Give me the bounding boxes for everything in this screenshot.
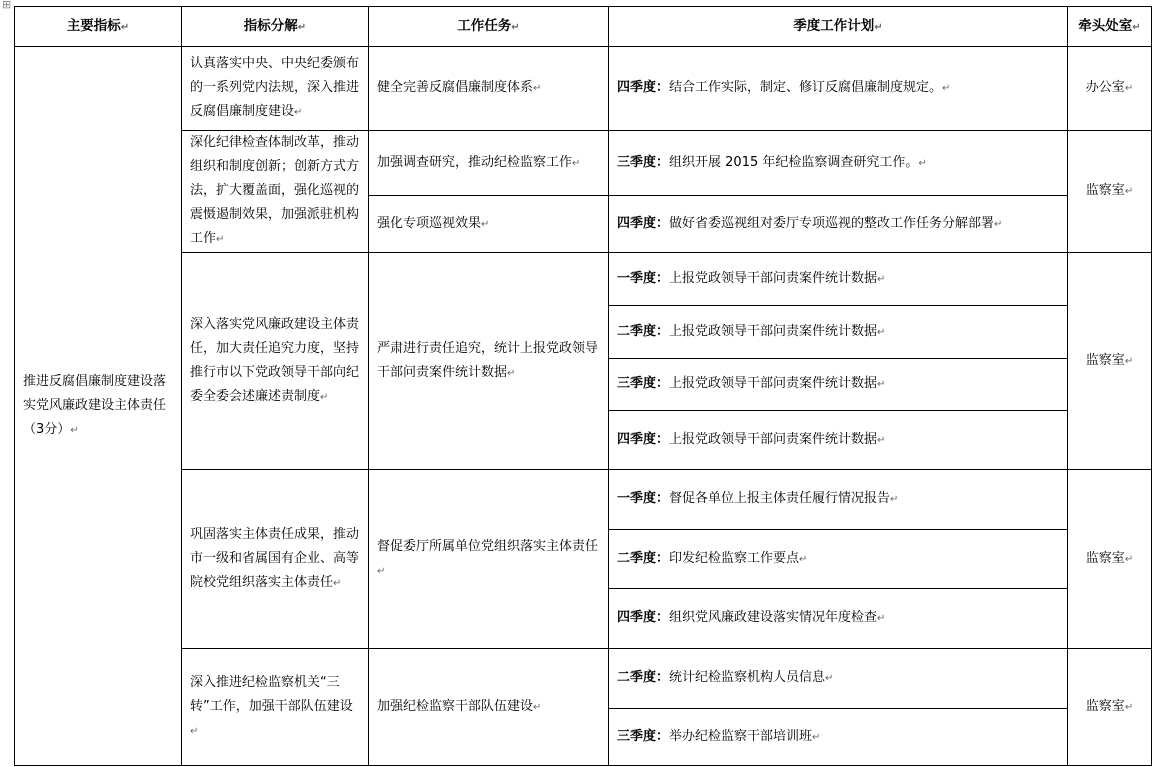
- header-task: 工作任务↵: [369, 7, 609, 47]
- plan-cell: 一季度：上报党政领导干部问责案件统计数据↵: [609, 253, 1068, 306]
- dept-cell: 监察室↵: [1068, 131, 1152, 253]
- decomposition-cell: 深入落实党风廉政建设主体责任，加大责任追究力度，坚持推行市以下党政领导干部向纪委全委会述廉述责制度↵: [182, 253, 369, 470]
- main-indicator-cell: 推进反腐倡廉制度建设落实党风廉政建设主体责任（3分）↵: [15, 47, 182, 766]
- table-row: [15, 649, 1152, 709]
- table-row: [15, 470, 1152, 530]
- table-row: [15, 47, 1152, 131]
- plan-cell: 四季度：组织党风廉政建设落实情况年度检查↵: [609, 589, 1068, 649]
- plan-cell: 一季度：督促各单位上报主体责任履行情况报告↵: [609, 470, 1068, 530]
- header-decomposition: 指标分解↵: [182, 7, 369, 47]
- decomposition-cell: 深化纪律检查体制改革，推动组织和制度创新；创新方式方法，扩大覆盖面，强化巡视的震慑遏制效果，加强派驻机构工作↵: [182, 131, 369, 253]
- dept-cell: 监察室↵: [1068, 649, 1152, 766]
- header-main-indicator: 主要指标↵: [15, 7, 182, 47]
- decomposition-cell: 巩固落实主体责任成果，推动市一级和省属国有企业、高等院校党组织落实主体责任↵: [182, 470, 369, 649]
- header-quarterly-plan: 季度工作计划↵: [609, 7, 1068, 47]
- task-cell: 加强调查研究，推动纪检监察工作↵: [369, 131, 609, 196]
- task-cell: 健全完善反腐倡廉制度体系↵: [369, 47, 609, 131]
- task-cell: 加强纪检监察干部队伍建设↵: [369, 649, 609, 766]
- plan-cell: 二季度：印发纪检监察工作要点↵: [609, 530, 1068, 589]
- task-cell: 强化专项巡视效果↵: [369, 196, 609, 253]
- table-row: [15, 131, 1152, 196]
- task-cell: 严肃进行责任追究，统计上报党政领导干部问责案件统计数据↵: [369, 253, 609, 470]
- plan-cell: 四季度：上报党政领导干部问责案件统计数据↵: [609, 411, 1068, 470]
- decomposition-cell: 深入推进纪检监察机关“三转”工作，加强干部队伍建设↵: [182, 649, 369, 766]
- task-cell: 督促委厅所属单位党组织落实主体责任↵: [369, 470, 609, 649]
- plan-cell: 四季度：结合工作实际，制定、修订反腐倡廉制度规定。↵: [609, 47, 1068, 131]
- plan-cell: 三季度：上报党政领导干部问责案件统计数据↵: [609, 359, 1068, 411]
- dept-cell: 办公室↵: [1068, 47, 1152, 131]
- plan-cell: 三季度：举办纪检监察干部培训班↵: [609, 709, 1068, 766]
- decomposition-cell: 认真落实中央、中央纪委颁布的一系列党内法规，深入推进反腐倡廉制度建设↵: [182, 47, 369, 131]
- cell-end-marker: ⊞: [2, 0, 12, 11]
- dept-cell: 监察室↵: [1068, 253, 1152, 470]
- plan-cell: 二季度：统计纪检监察机构人员信息↵: [609, 649, 1068, 709]
- work-plan-table: [14, 6, 1152, 766]
- plan-cell: 四季度：做好省委巡视组对委厅专项巡视的整改工作任务分解部署↵: [609, 196, 1068, 253]
- plan-cell: 二季度：上报党政领导干部问责案件统计数据↵: [609, 306, 1068, 359]
- dept-cell: 监察室↵: [1068, 470, 1152, 649]
- header-row: [15, 7, 1152, 47]
- table-row: [15, 253, 1152, 306]
- header-lead-dept: 牵头处室↵: [1068, 7, 1152, 47]
- plan-cell: 三季度：组织开展 2015 年纪检监察调查研究工作。↵: [609, 131, 1068, 196]
